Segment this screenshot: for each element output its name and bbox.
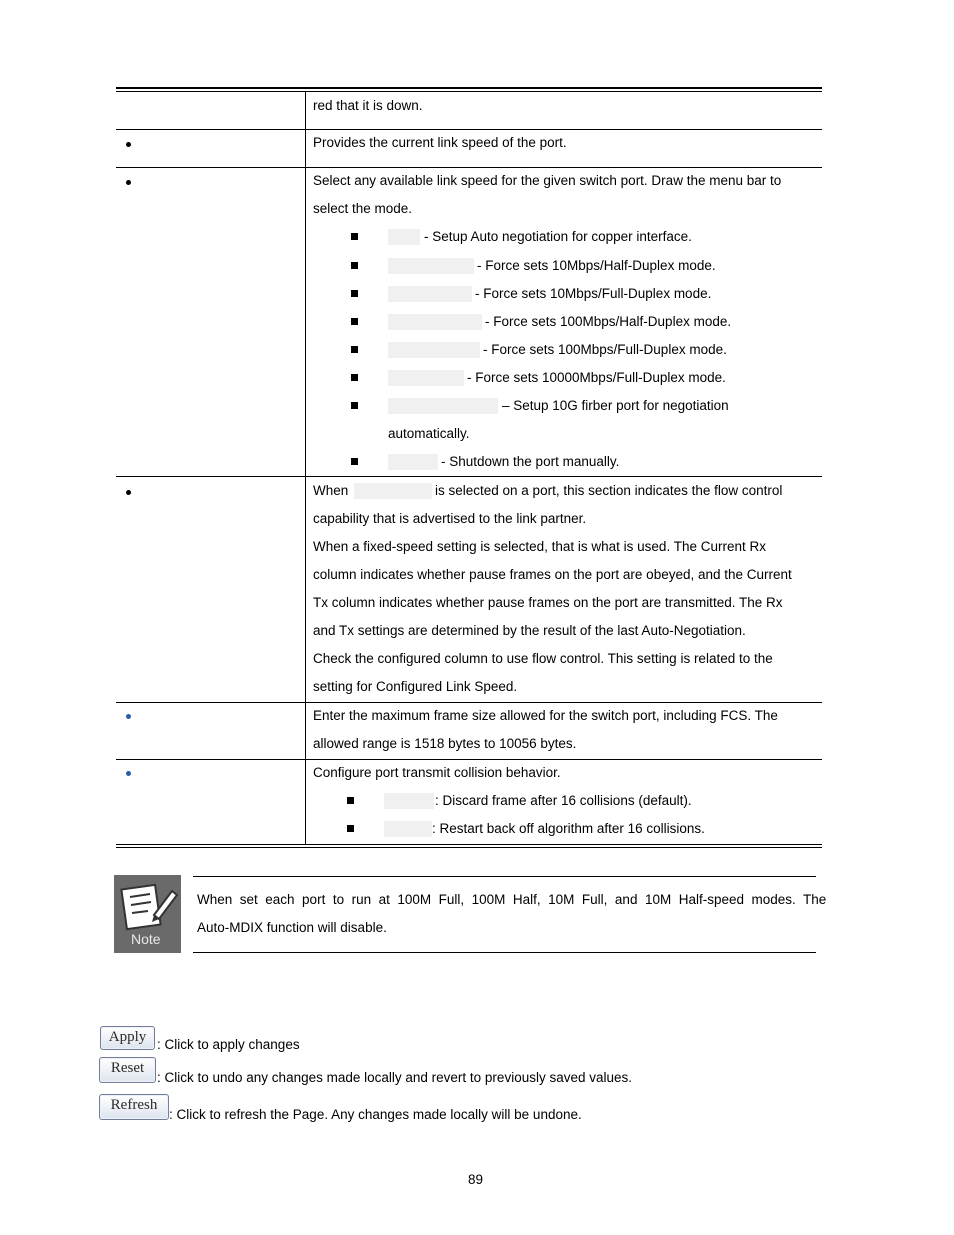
square-bullet <box>347 825 354 832</box>
table-top-border <box>116 87 822 89</box>
option-text: – Setup 10G firber port for negotiation <box>502 398 729 413</box>
refresh-description: : Click to refresh the Page. Any changes made locally will be undone. <box>169 1107 582 1122</box>
option-text: - Force sets 100Mbps/Full-Duplex mode. <box>483 342 727 357</box>
row-description: capability that is advertised to the link partner. <box>313 511 587 526</box>
option-name-blank <box>388 398 498 414</box>
row-description: select the mode. <box>313 201 413 216</box>
row-divider <box>116 759 822 760</box>
table-top-border-2 <box>116 91 822 92</box>
option-text: - Force sets 10Mbps/Full-Duplex mode. <box>475 286 712 301</box>
square-bullet <box>351 458 358 465</box>
option-text: - Force sets 10Mbps/Half-Duplex mode. <box>477 258 716 273</box>
square-bullet <box>351 374 358 381</box>
table-bottom-border <box>116 844 822 845</box>
square-bullet <box>351 402 358 409</box>
option-name-blank <box>388 229 420 245</box>
row-description: When a fixed-speed setting is selected, that is what is used. The Current Rx <box>313 539 766 554</box>
option-name-blank <box>388 286 472 302</box>
row-divider <box>116 702 822 703</box>
option-name-blank <box>384 793 434 809</box>
row-description: and Tx settings are determined by the result of the last Auto-Negotiation. <box>313 623 746 638</box>
row-description-suffix: is selected on a port, this section indicates the flow control <box>435 483 783 498</box>
option-text: - Setup Auto negotiation for copper interface. <box>424 229 692 244</box>
note-icon <box>114 875 181 953</box>
apply-button[interactable]: Apply <box>100 1026 155 1050</box>
row-description: Provides the current link speed of the port. <box>313 135 567 150</box>
option-text-continued: automatically. <box>388 426 470 441</box>
row-bullet <box>126 180 131 185</box>
row-bullet <box>126 142 131 147</box>
page-number: 89 <box>468 1172 484 1187</box>
option-text: - Shutdown the port manually. <box>441 454 620 469</box>
note-bottom-rule <box>193 952 816 953</box>
note-icon-label: Note <box>131 931 161 947</box>
option-text: : Discard frame after 16 collisions (default). <box>435 793 692 808</box>
row-description: Enter the maximum frame size allowed for the switch port, including FCS. The <box>313 708 778 723</box>
refresh-button[interactable]: Refresh <box>99 1094 169 1120</box>
row-description: Select any available link speed for the given switch port. Draw the menu bar to <box>313 173 782 188</box>
option-text: : Restart back off algorithm after 16 collisions. <box>432 821 705 836</box>
row-divider <box>116 129 822 130</box>
row-description: Configure port transmit collision behavior. <box>313 765 561 780</box>
square-bullet <box>351 262 358 269</box>
reset-button[interactable]: Reset <box>99 1057 156 1083</box>
column-divider <box>305 91 306 845</box>
note-text-line1: When set each port to run at 100M Full, 100M Half, 10M Full, and 10M Half-speed modes. The <box>197 892 827 907</box>
option-text: - Force sets 100Mbps/Half-Duplex mode. <box>485 314 732 329</box>
option-text: - Force sets 10000Mbps/Full-Duplex mode. <box>467 370 726 385</box>
square-bullet <box>347 797 354 804</box>
note-top-rule <box>193 876 816 877</box>
option-name-blank <box>388 258 474 274</box>
row-description: allowed range is 1518 bytes to 10056 bytes. <box>313 736 577 751</box>
row-divider <box>116 476 822 477</box>
option-name-blank <box>384 821 432 837</box>
row-divider <box>116 167 822 168</box>
reset-description: : Click to undo any changes made locally and revert to previously saved values. <box>157 1070 633 1085</box>
row-description-prefix: When <box>313 483 349 498</box>
square-bullet <box>351 346 358 353</box>
option-name-blank <box>388 370 464 386</box>
row-description: Tx column indicates whether pause frames on the port are transmitted. The Rx <box>313 595 783 610</box>
row-description: setting for Configured Link Speed. <box>313 679 518 694</box>
option-name-blank <box>388 454 438 470</box>
square-bullet <box>351 318 358 325</box>
row-description: Check the configured column to use flow control. This setting is related to the <box>313 651 773 666</box>
option-name-blank <box>388 342 480 358</box>
row-description: red that it is down. <box>313 98 423 113</box>
table-bottom-border-2 <box>116 847 822 848</box>
row-bullet <box>126 771 131 776</box>
note-text-line2: Auto-MDIX function will disable. <box>197 920 387 935</box>
option-name-blank <box>388 314 482 330</box>
row-bullet <box>126 490 131 495</box>
apply-description: : Click to apply changes <box>157 1037 300 1052</box>
square-bullet <box>351 233 358 240</box>
row-description: column indicates whether pause frames on the port are obeyed, and the Current <box>313 567 792 582</box>
square-bullet <box>351 290 358 297</box>
row-bullet <box>126 714 131 719</box>
setting-name-blank <box>354 483 432 499</box>
